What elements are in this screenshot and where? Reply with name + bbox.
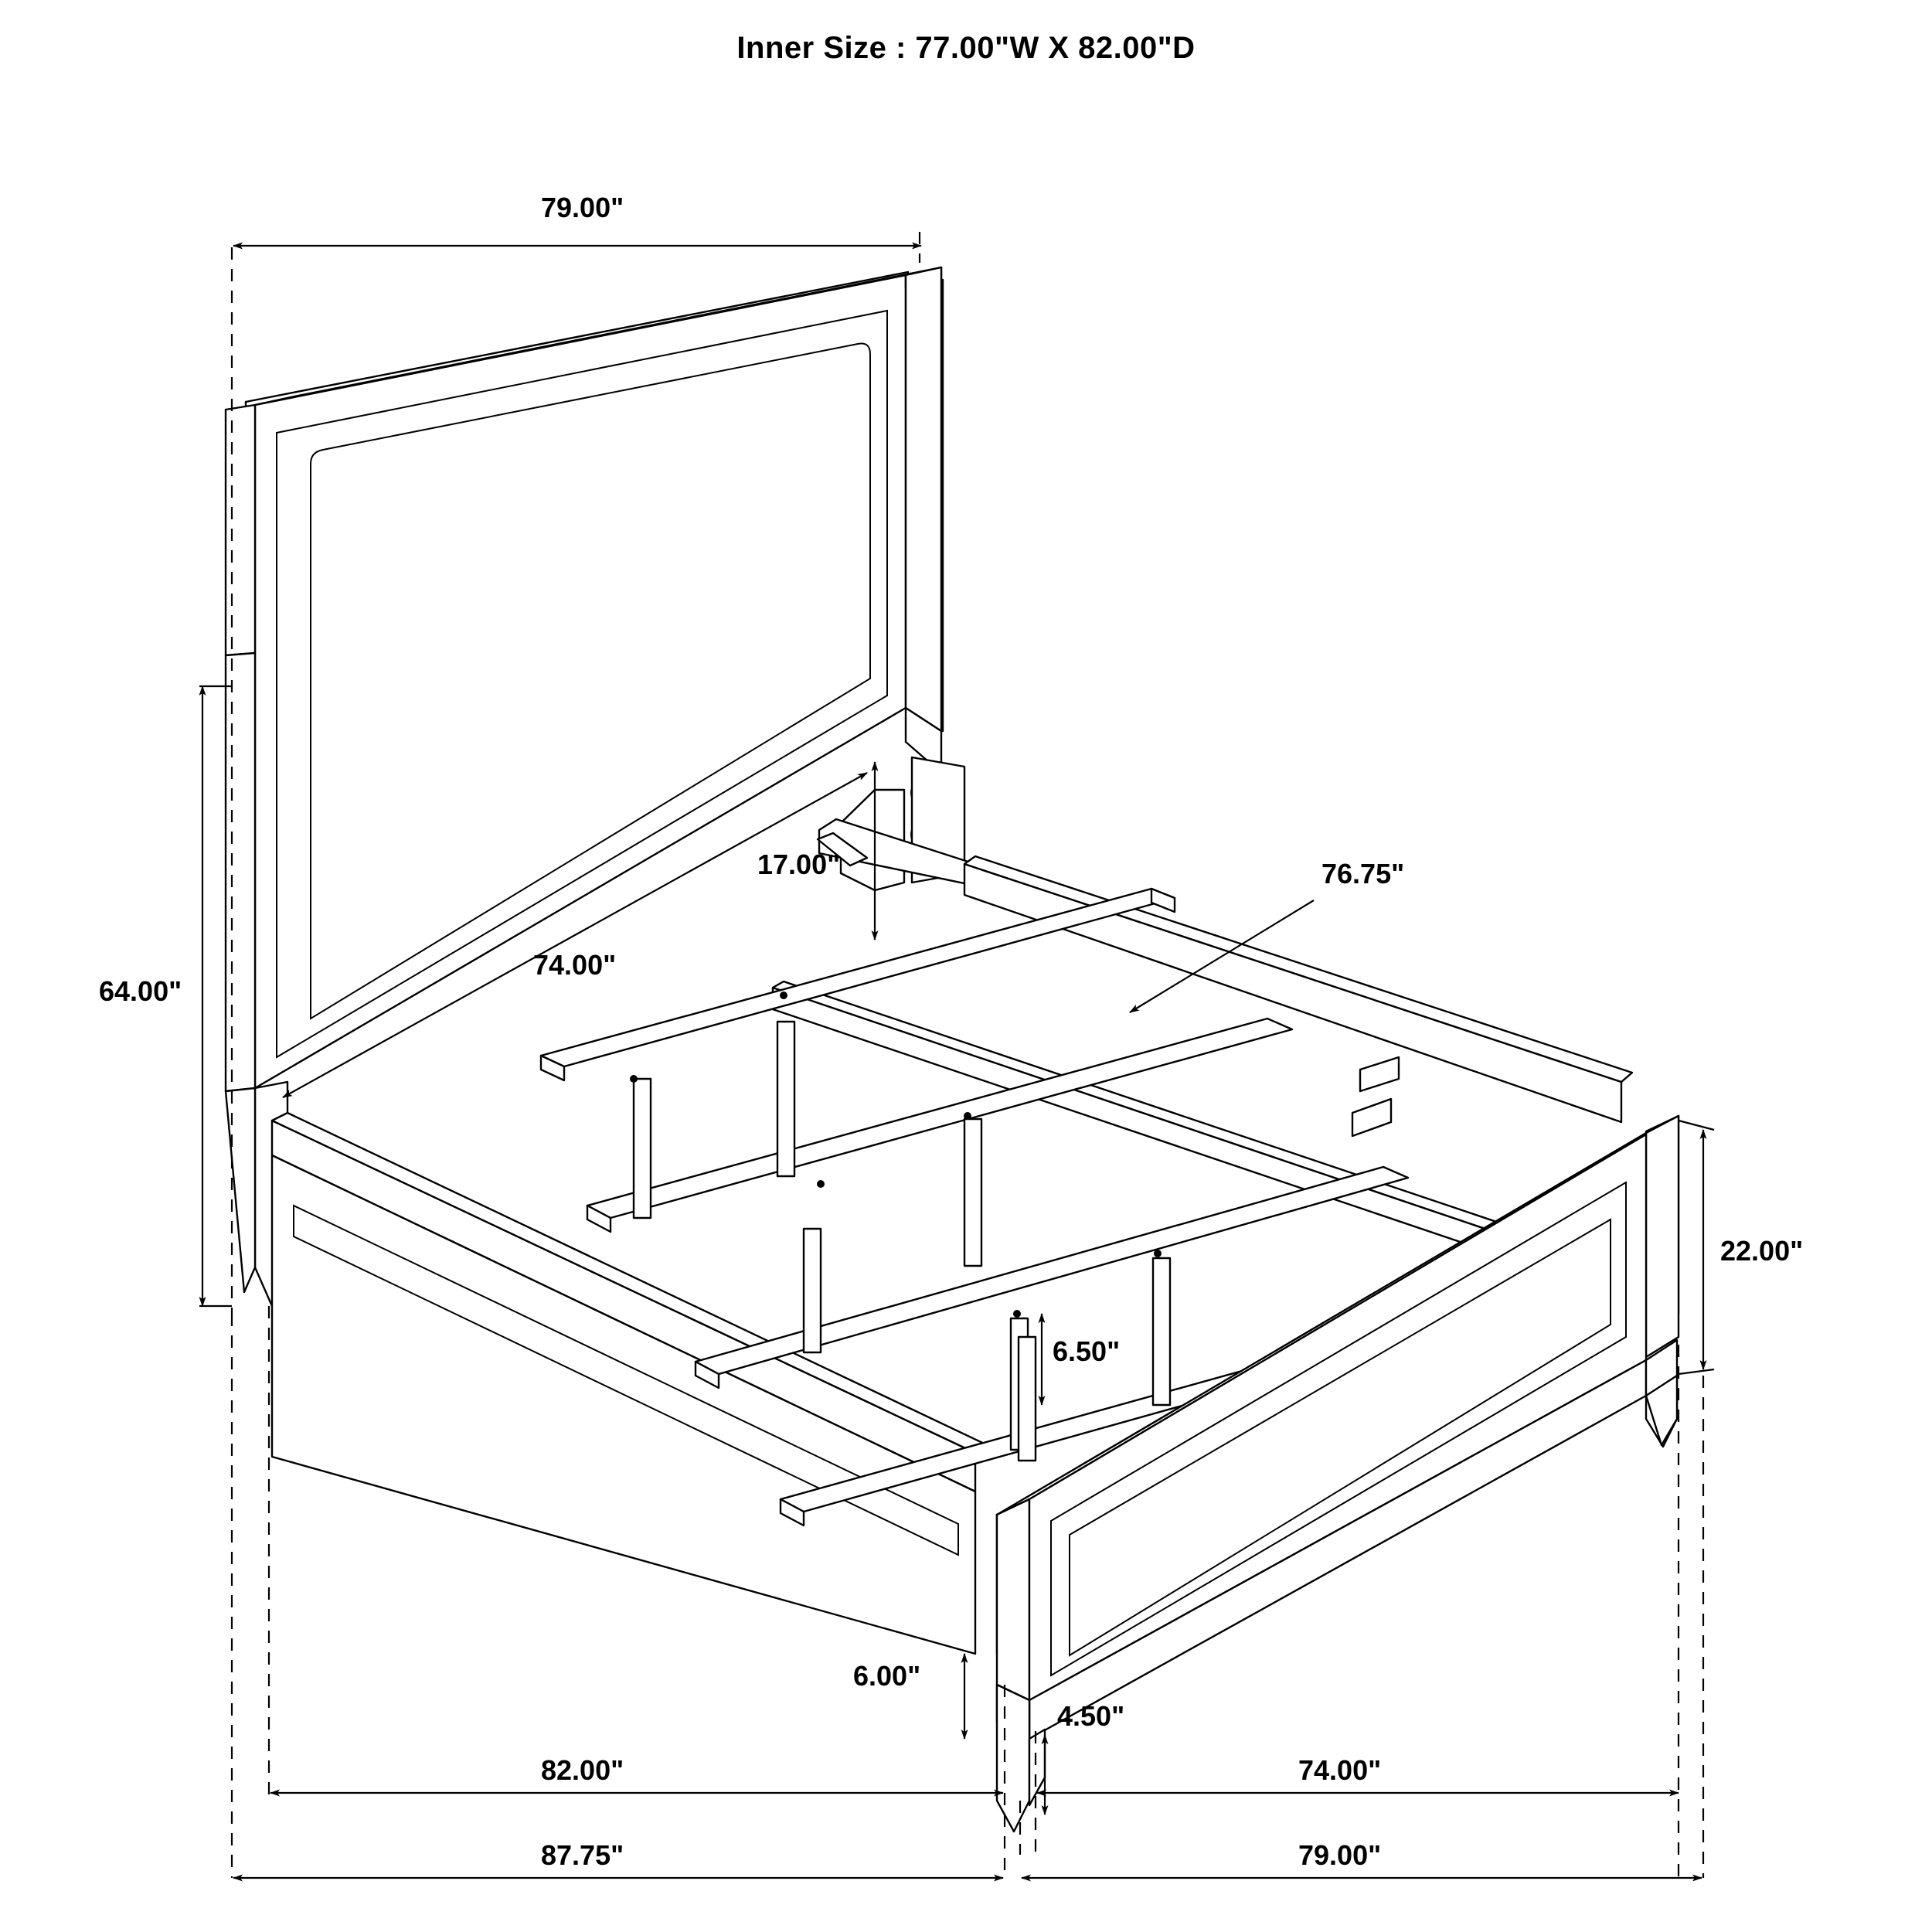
dim-label-footboard-width: 79.00" [1298, 1839, 1382, 1871]
dim-label-headboard-width: 79.00" [541, 192, 624, 223]
dim-label-headboard-inner-width: 74.00" [533, 949, 617, 981]
dim-label-headboard-height: 64.00" [99, 975, 182, 1007]
dim-label-footboard-height: 22.00" [1720, 1235, 1804, 1267]
dim-label-overall-depth: 82.00" [541, 1754, 624, 1786]
dim-label-foot-leg-height: 4.50" [1057, 1700, 1125, 1732]
page-title: Inner Size : 77.00"W X 82.00"D [736, 31, 1196, 65]
dim-label-footboard-leg-height: 6.00" [853, 1660, 921, 1692]
dim-label-side-rail-length: 76.75" [1321, 858, 1405, 889]
dim-label-headboard-clearance: 17.00" [757, 849, 841, 880]
dim-label-footboard-inner-width: 74.00" [1298, 1754, 1382, 1786]
bed-geometry [226, 267, 1679, 1832]
dim-label-slat-height: 6.50" [1053, 1335, 1121, 1367]
dim-label-overall-length: 87.75" [541, 1839, 624, 1871]
